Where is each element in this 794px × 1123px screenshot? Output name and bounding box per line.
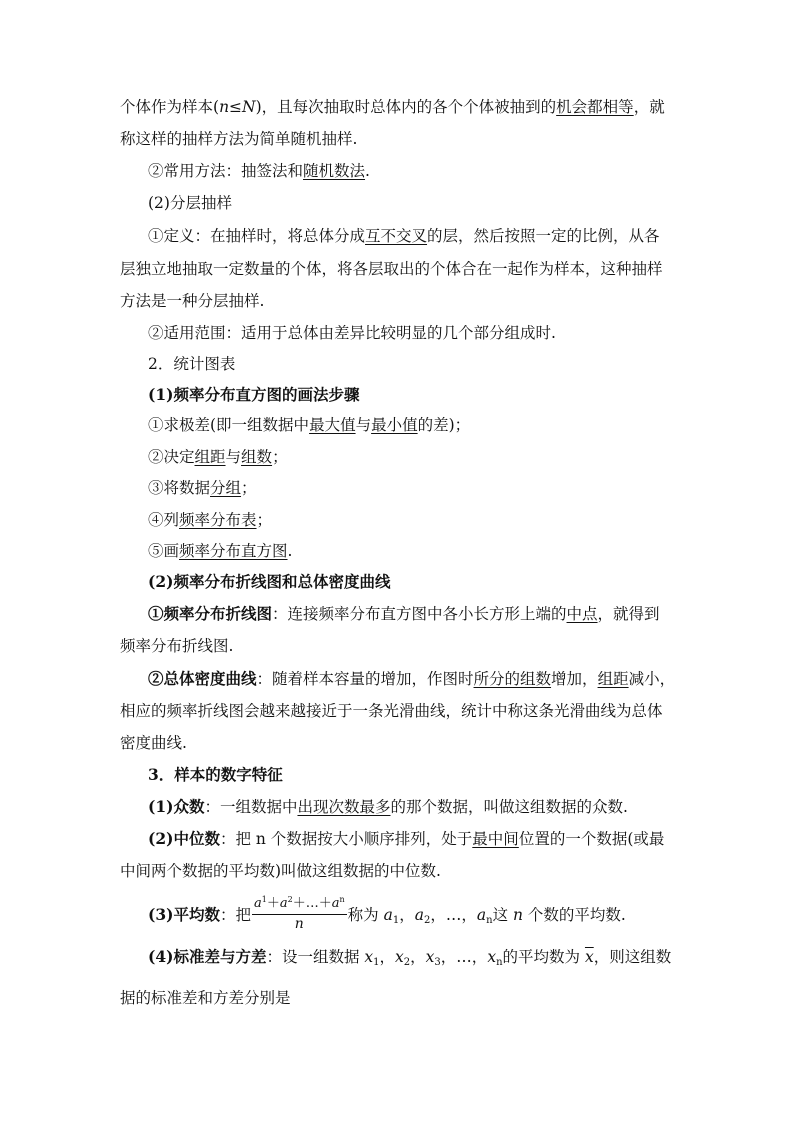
section-heading-stratified: (2)分层抽样 bbox=[148, 194, 232, 212]
step-2: ②决定组距与组数； bbox=[148, 448, 288, 466]
underlined-answer: 所分的组数 bbox=[473, 670, 552, 688]
definition-line-2: 层独立地抽取一定数量的个体，将各层取出的个体合在一起作为样本，这种抽样 bbox=[120, 260, 663, 278]
underlined-answer: 最小值 bbox=[371, 416, 418, 434]
median-line-1: (2)中位数：把 n 个数据按大小顺序排列，处于最中间位置的一个数据(或最 bbox=[148, 829, 665, 848]
underlined-answer: 互不交叉 bbox=[365, 227, 428, 245]
paragraph-line-2: 称这样的抽样方法为简单随机抽样. bbox=[120, 130, 358, 148]
underlined-answer: 机会都相等 bbox=[556, 98, 634, 116]
underlined-answer: 最中间 bbox=[472, 830, 519, 848]
mean-fraction bbox=[252, 895, 347, 933]
step-4: ④列频率分布表； bbox=[148, 511, 273, 529]
step-5: ⑤画频率分布直方图. bbox=[148, 542, 293, 560]
density-line-2: 相应的频率折线图会越来越接近于一条光滑曲线，统计中称这条光滑曲线为总体 bbox=[120, 702, 663, 720]
scope-line: ②适用范围：适用于总体由差异比较明显的几个部分组成时. bbox=[148, 324, 556, 342]
underlined-answer: 随机数法 bbox=[303, 162, 366, 180]
median-line-2: 中间两个数据的平均数)叫做这组数据的中位数. bbox=[120, 862, 441, 880]
step-3: ③将数据分组； bbox=[148, 479, 257, 497]
density-line-1: ②总体密度曲线：随着样本容量的增加，作图时所分的组数增加，组距减小， bbox=[148, 669, 676, 688]
underlined-answer: 中点 bbox=[566, 605, 598, 623]
underlined-answer: 频率分布表 bbox=[179, 511, 257, 529]
step-1: ①求极差(即一组数据中最大值与最小值的差)； bbox=[148, 416, 471, 434]
polygon-line-2: 频率分布折线图. bbox=[120, 637, 234, 655]
underlined-answer: 组数 bbox=[241, 448, 273, 466]
fraction-numerator: $a^1+a^2+\dots+a^n$ bbox=[252, 895, 347, 915]
common-methods-line: ②常用方法：抽签法和随机数法. bbox=[148, 162, 370, 180]
variance-line-2: 据的标准差和方差分别是 bbox=[120, 989, 291, 1007]
underlined-answer: 组距 bbox=[597, 670, 629, 688]
subheading-histogram-steps: (1)频率分布直方图的画法步骤 bbox=[148, 385, 360, 404]
underlined-answer: 频率分布直方图 bbox=[179, 542, 288, 560]
definition-line-1: ①定义：在抽样时，将总体分成互不交叉的层，然后按照一定的比例，从各 bbox=[148, 227, 660, 245]
underlined-answer: 分组 bbox=[210, 479, 242, 497]
subheading-polygon-density: (2)频率分布折线图和总体密度曲线 bbox=[148, 572, 391, 591]
underlined-answer: 出现次数最多 bbox=[297, 798, 391, 816]
mode-line: (1)众数：一组数据中出现次数最多的那个数据，叫做这组数据的众数. bbox=[148, 797, 628, 816]
mean-line: (3)平均数：把 $\frac{a^1+a^2+\dots+a^n}{n}$ 称为 $a_1$，$a_2$，…，$a_n$这 n 个数的平均数. bbox=[148, 895, 626, 932]
section-heading-charts: 2．统计图表 bbox=[148, 355, 236, 373]
paragraph-line-1: 个体作为样本(n≤N)，且每次抽取时总体内的各个个体被抽到的机会都相等，就 bbox=[120, 98, 665, 116]
density-line-3: 密度曲线. bbox=[120, 734, 187, 752]
polygon-line-1: ①频率分布折线图：连接频率分布直方图中各小长方形上端的中点，就得到 bbox=[148, 604, 660, 623]
mean-symbol: $\overline{x}$ bbox=[584, 948, 594, 966]
underlined-answer: 最大值 bbox=[309, 416, 356, 434]
section-heading-sample-features: 3．样本的数字特征 bbox=[148, 765, 283, 784]
fraction-denominator: n bbox=[294, 916, 304, 932]
definition-line-3: 方法是一种分层抽样. bbox=[120, 292, 265, 310]
variance-line-1: (4)标准差与方差：设一组数据 $x_1$，$x_2$，$x_3$，…，$x_n$的平均数为 $\overline{x}$，则这组数 bbox=[148, 947, 672, 968]
underlined-answer: 组距 bbox=[194, 448, 226, 466]
